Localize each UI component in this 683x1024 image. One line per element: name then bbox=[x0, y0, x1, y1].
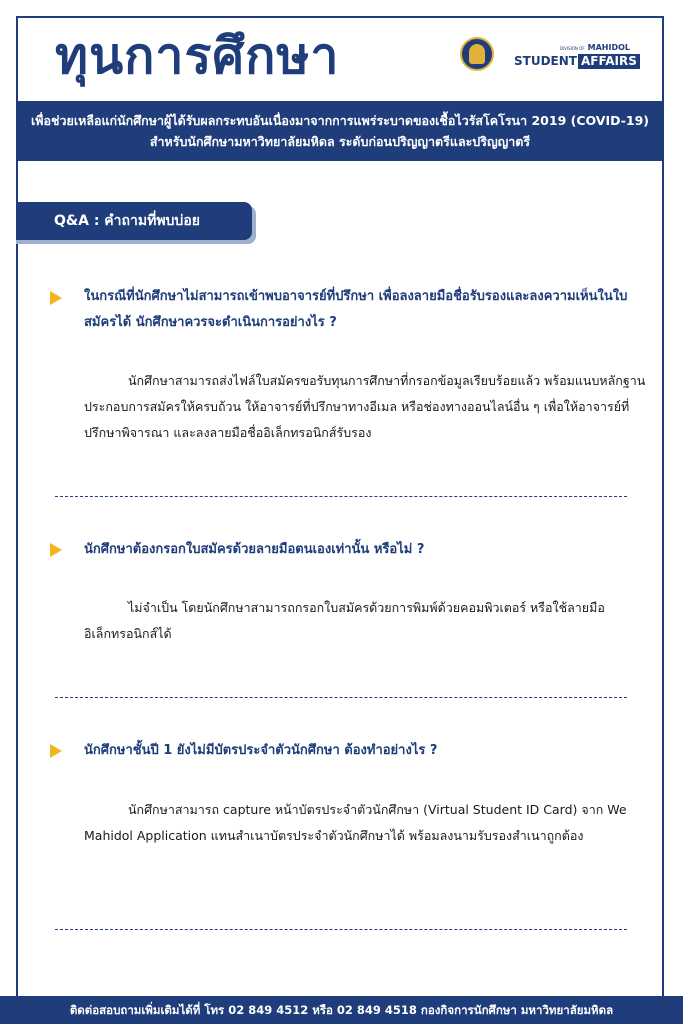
logo-org-name: MAHIDOL bbox=[587, 43, 630, 52]
student-affairs-logo bbox=[514, 43, 637, 69]
logo-word-student: STUDENT bbox=[514, 54, 577, 68]
section-divider bbox=[55, 496, 627, 497]
faq-answer: ไม่จำเป็น โดยนักศึกษาสามารถกรอกใบสมัครด้วยการพิมพ์ด้วยคอมพิวเตอร์ หรือใช้ลายมืออิเล็กทรอนิกส์ได้ bbox=[84, 600, 605, 641]
logo-bottom bbox=[514, 54, 640, 69]
faq-answer: นักศึกษาสามารถส่งไฟล์ใบสมัครขอรับทุนการศึกษาที่กรอกข้อมูลเรียบร้อยแล้ว พร้อมแนบหลักฐานประกอบการสมัครให้ครบถ้วน ให้อาจารย์ที่ปรึกษาทางอีเมล หรือช่องทางออนไลน์อื่น ๆ เพื่อให้อาจารย์ที่ปรึกษาพิจารณา และลงลายมือชื่ออิเล็กทรอนิกส์รับรอง bbox=[84, 373, 646, 440]
play-arrow-icon bbox=[50, 543, 62, 557]
faq-question: ในกรณีที่นักศึกษาไม่สามารถเข้าพบอาจารย์ที่ปรึกษา เพื่อลงลายมือชื่อรับรองและลงความเห็นในใบสมัครได้ นักศึกษาควรจะดำเนินการอย่างไร ? bbox=[84, 289, 628, 330]
university-seal-icon bbox=[460, 37, 494, 71]
play-arrow-icon bbox=[50, 744, 62, 758]
banner-line-2: สำหรับนักศึกษามหาวิทยาลัยมหิดล ระดับก่อนปริญญาตรีและปริญญาตรี bbox=[149, 134, 531, 149]
section-divider bbox=[55, 929, 627, 930]
faq-answer: นักศึกษาสามารถ capture หน้าบัตรประจำตัวนักศึกษา (Virtual Student ID Card) จาก We Mahidol Application แทนสำเนาบัตรประจำตัวนักศึกษาได้ พร้อมลงนามรับรองสำเนาถูกต้อง bbox=[84, 802, 627, 843]
play-arrow-icon bbox=[50, 291, 62, 305]
banner-line-1: เพื่อช่วยเหลือแก่นักศึกษาผู้ได้รับผลกระทบอันเนื่องมาจากการแพร่ระบาดของเชื้อไวรัสโคโรนา 2019 (COVID-19) bbox=[30, 113, 650, 128]
qa-heading: Q&A : คำถามที่พบบ่อย bbox=[16, 202, 252, 240]
section-divider bbox=[55, 697, 627, 698]
logo-word-affairs: AFFAIRS bbox=[578, 54, 640, 69]
logo-top bbox=[560, 43, 630, 52]
faq-question: นักศึกษาชั้นปี 1 ยังไม่มีบัตรประจำตัวนักศึกษา ต้องทำอย่างไร ? bbox=[84, 743, 438, 758]
faq-question: นักศึกษาต้องกรอกใบสมัครด้วยลายมือตนเองเท่านั้น หรือไม่ ? bbox=[84, 542, 425, 557]
logo-division-label: DIVISION OF bbox=[559, 46, 585, 51]
page-frame bbox=[16, 16, 664, 1022]
footer-contact: ติดต่อสอบถามเพิ่มเติมได้ที่ โทร 02 849 4512 หรือ 02 849 4518 กองกิจการนักศึกษา มหาวิทยาลัยมหิดล bbox=[0, 996, 683, 1024]
page-title: ทุนการศึกษา bbox=[55, 27, 340, 85]
intro-banner bbox=[16, 101, 664, 161]
